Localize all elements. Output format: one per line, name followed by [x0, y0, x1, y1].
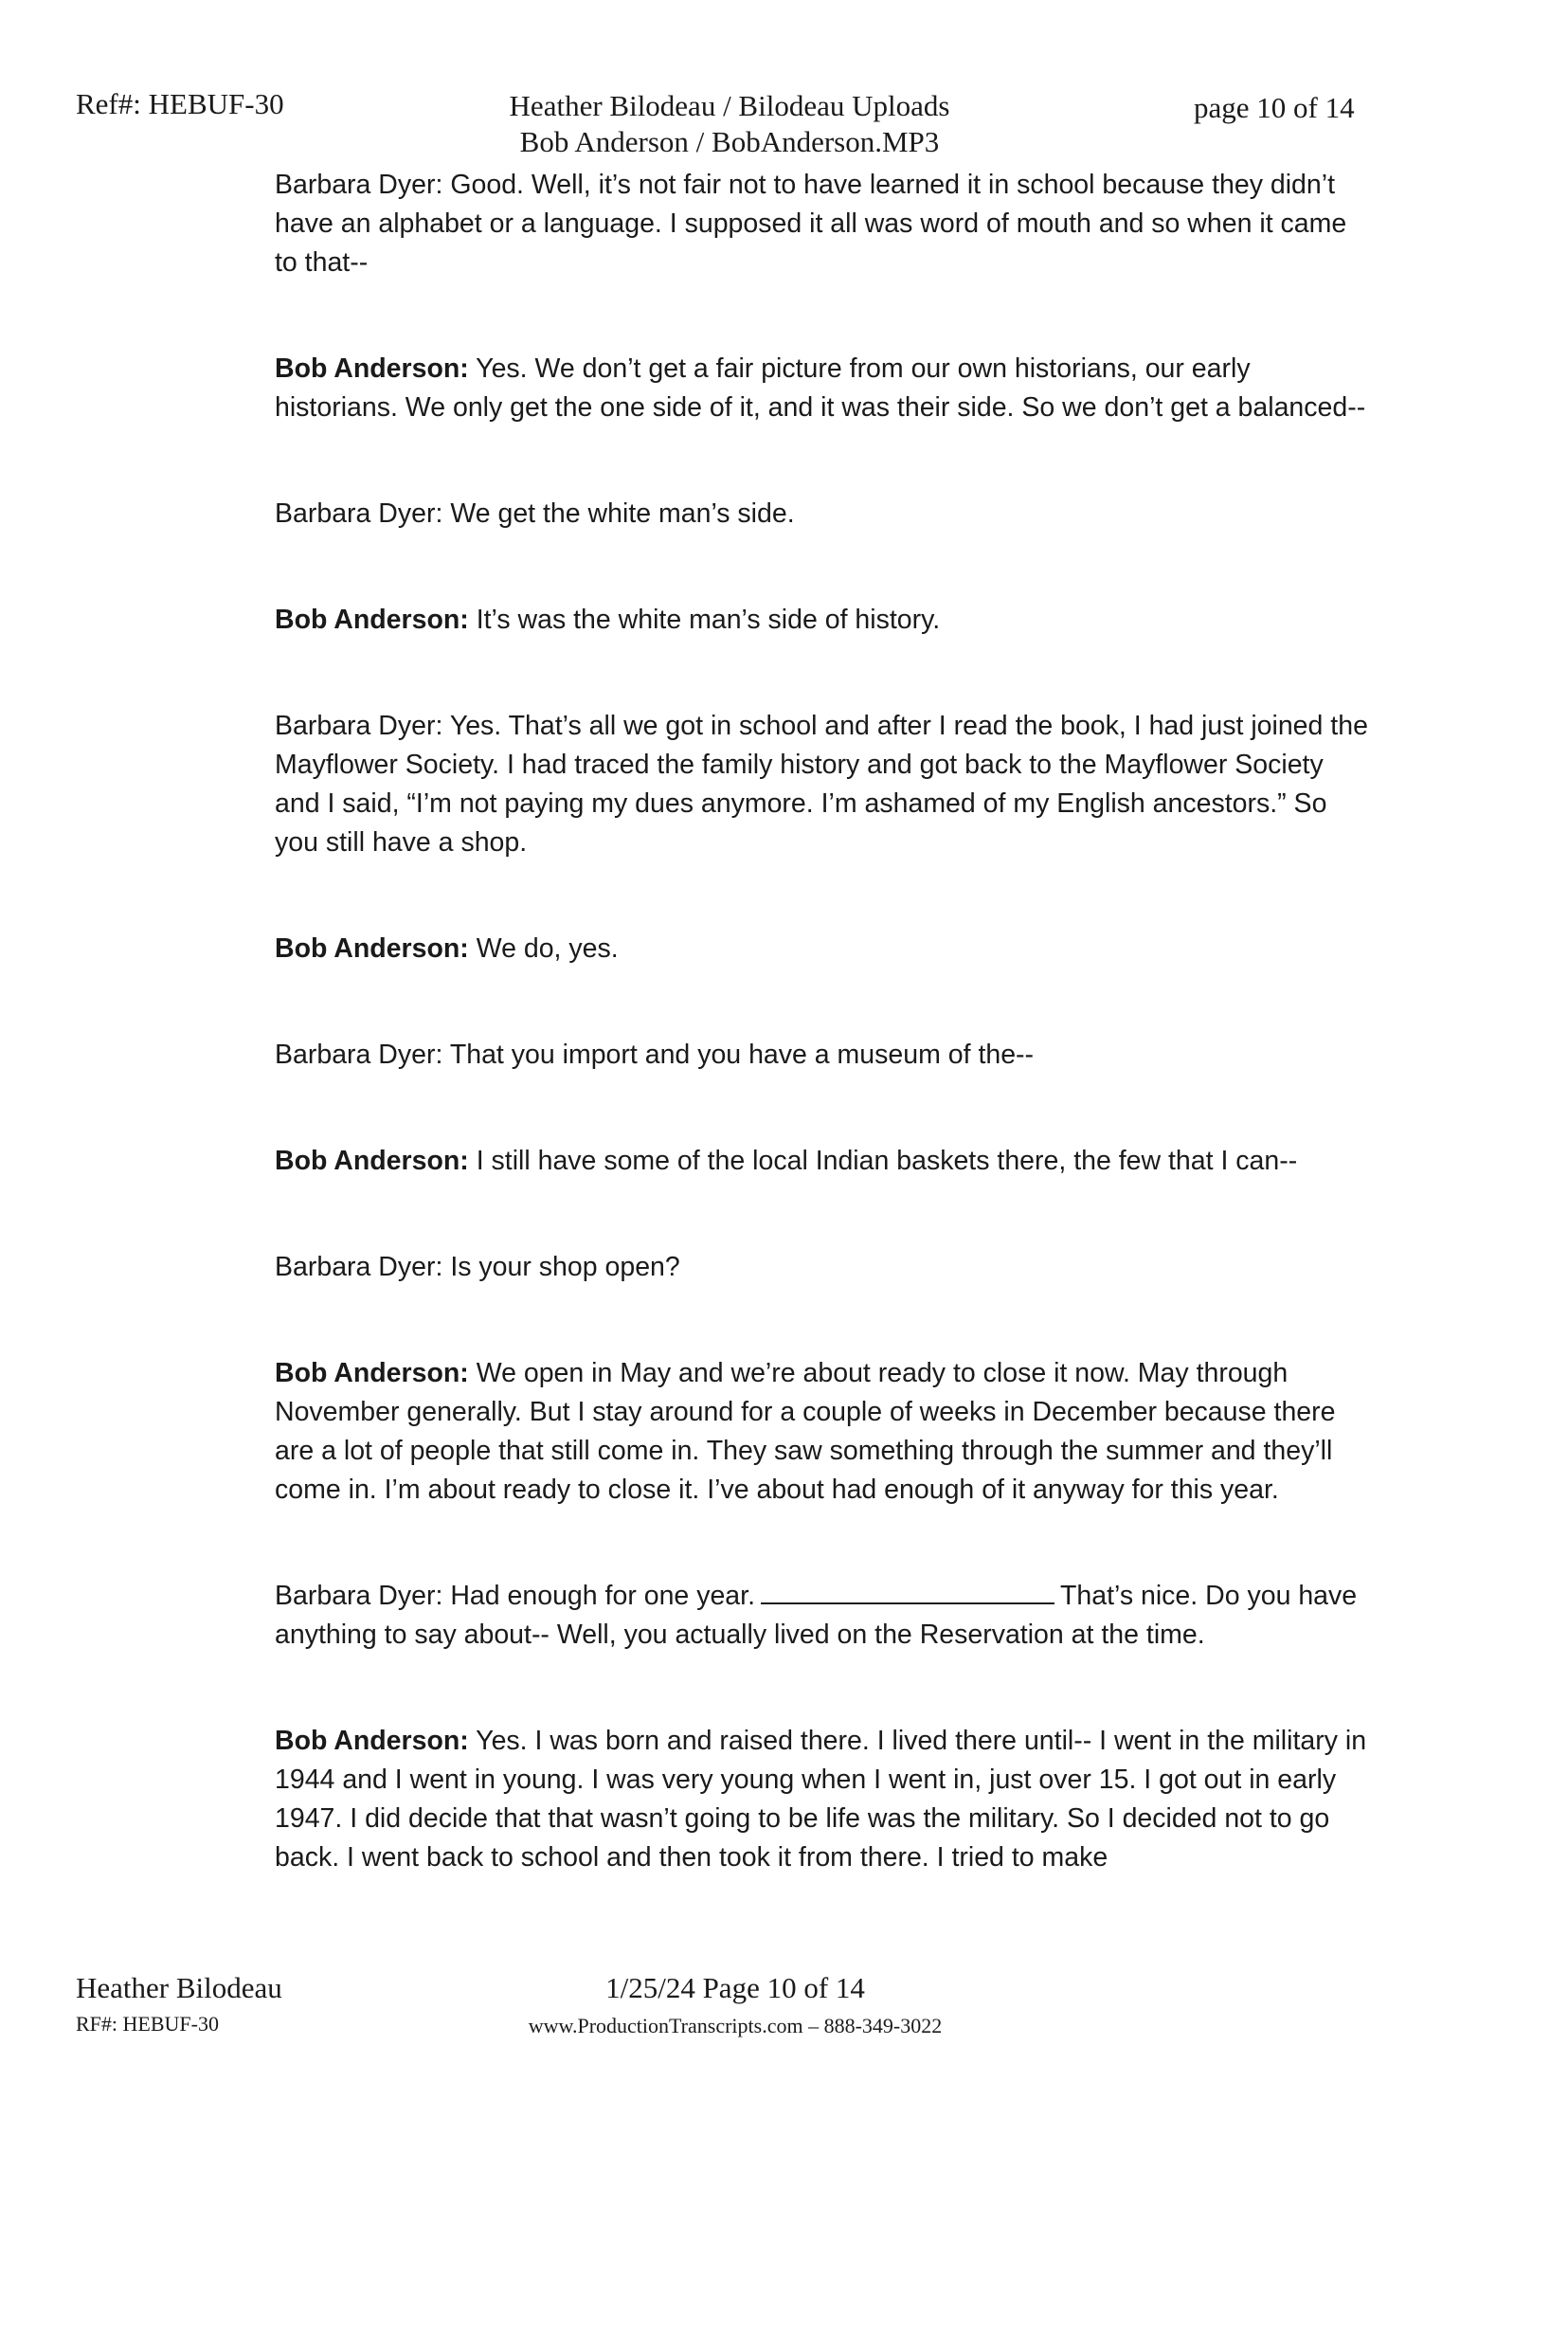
speaker-label: Barbara Dyer:	[275, 498, 443, 529]
transcript-paragraph	[275, 601, 1374, 640]
utterance-text: Had enough for one year.	[450, 1581, 755, 1611]
speaker-label: Bob Anderson:	[275, 605, 469, 635]
footer-date-page: 1/25/24 Page 10 of 14	[605, 1971, 865, 2004]
transcript-paragraph	[275, 1036, 1374, 1075]
speaker-label: Barbara Dyer:	[275, 711, 443, 741]
speaker-label: Barbara Dyer:	[275, 1252, 443, 1282]
speaker-label: Bob Anderson:	[275, 1146, 469, 1176]
utterance-text: I still have some of the local Indian baskets there, the few that I can--	[476, 1146, 1298, 1176]
utterance-text: That you import and you have a museum of the--	[449, 1040, 1035, 1070]
speaker-label: Bob Anderson:	[275, 353, 469, 384]
speaker-label: Bob Anderson:	[275, 933, 469, 964]
utterance-text: Yes. I was born and raised there. I lived there until-- I went in the military in 1944 and I went in young. I was very young when I went in, just over 15. I got out in early 1947. I did decide that that wasn’t going to be life was the military. So I decided not to go back. I went back to school and then took it from there. I tried to make	[275, 1726, 1367, 1873]
utterance-text: Is your shop open?	[450, 1252, 680, 1282]
transcript-paragraph	[275, 1248, 1374, 1287]
inaudible-blank-line	[761, 1578, 1054, 1604]
transcript-paragraph	[275, 350, 1374, 427]
transcript-paragraph	[275, 1577, 1374, 1655]
utterance-text: Good. Well, it’s not fair not to have learned it in school because they didn’t have an alphabet or a language. I supposed it all was word of mouth and so when it came to that--	[275, 170, 1347, 278]
speaker-label: Barbara Dyer:	[275, 1581, 443, 1611]
utterance-text: It’s was the white man’s side of history.	[476, 605, 941, 635]
header-ref: Ref#: HEBUF-30	[76, 87, 284, 120]
transcript-paragraph	[275, 930, 1374, 968]
utterance-text: Yes. We don’t get a fair picture from our own historians, our early historians. We only get the one side of it, and it was their side. So we don’t get a balanced--	[275, 353, 1366, 423]
footer-ref: RF#: HEBUF-30	[76, 2012, 219, 2036]
utterance-text: We get the white man’s side.	[450, 498, 795, 529]
transcript-paragraph	[275, 166, 1374, 282]
speaker-label: Barbara Dyer:	[275, 170, 443, 200]
header-title-line1: Heather Bilodeau / Bilodeau Uploads	[509, 89, 950, 122]
footer-name: Heather Bilodeau	[76, 1971, 282, 2004]
utterance-text-continued: That’s nice. Do you have anything to say about-- Well, you actually lived on the Reservation at the time.	[275, 1581, 1358, 1650]
footer-website: www.ProductionTranscripts.com – 888-349-3022	[528, 2014, 943, 2037]
speaker-label: Bob Anderson:	[275, 1726, 469, 1756]
utterance-text: We open in May and we’re about ready to close it now. May through November generally. But I stay around for a couple of weeks in December because there are a lot of people that still come in. They saw something through the summer and they’ll come in. I’m about ready to close it. I’ve about had enough of it anyway for this year.	[275, 1358, 1336, 1505]
utterance-text: We do, yes.	[476, 933, 619, 964]
transcript-paragraph	[275, 1354, 1374, 1510]
transcript-body	[275, 166, 1374, 1945]
utterance-text: Yes. That’s all we got in school and after I read the book, I had just joined the Mayflower Society. I had traced the family history and got back to the Mayflower Society and I said, “I’m not paying my dues anymore. I’m ashamed of my English ancestors.” So you still have a shop.	[275, 711, 1368, 858]
speaker-label: Bob Anderson:	[275, 1358, 469, 1388]
header-page-number: page 10 of 14	[1194, 91, 1355, 124]
transcript-paragraph	[275, 707, 1374, 862]
transcript-paragraph	[275, 1722, 1374, 1877]
transcript-paragraph	[275, 1142, 1374, 1181]
speaker-label: Barbara Dyer:	[275, 1040, 443, 1070]
header-title-line2: Bob Anderson / BobAnderson.MP3	[519, 125, 940, 158]
transcript-paragraph	[275, 495, 1374, 534]
